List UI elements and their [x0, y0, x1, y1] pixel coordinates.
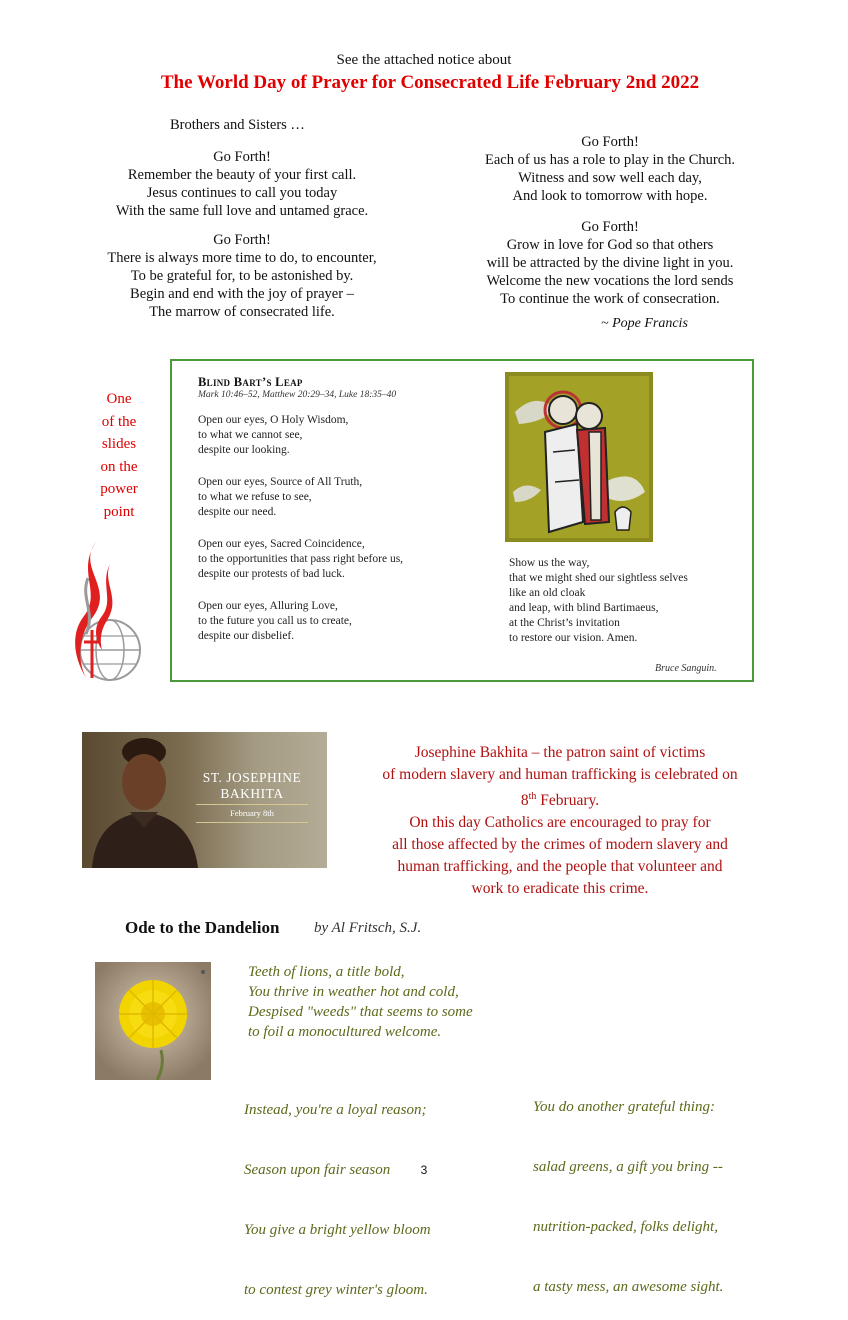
date-month: February. [536, 792, 600, 810]
stanza-line: Welcome the new vocations the lord sends [486, 273, 734, 289]
left-stanza-2 [62, 231, 422, 321]
poem-line: nutrition-packed, folks delight, [533, 1219, 718, 1235]
poem-line: Instead, you're a loyal reason; [244, 1102, 427, 1118]
slide-line: to restore our vision. Amen. [509, 632, 638, 644]
ode-stanza-3 [533, 1057, 723, 1317]
ode-stanza-1 [248, 962, 473, 1042]
slide-line: to what we cannot see, [198, 429, 303, 441]
slide-note [92, 388, 146, 523]
stanza-line: Grow in love for God so that others [506, 237, 714, 253]
dandelion-photo [95, 962, 211, 1080]
right-stanza-2 [430, 218, 790, 308]
slide-line: and leap, with blind Bartimaeus, [509, 602, 659, 614]
stanza-line: Each of us has a role to play in the Church. [484, 152, 736, 168]
slide-box [170, 359, 754, 682]
ode-stanza-2 [244, 1060, 431, 1320]
ode-author: by Al Fritsch, S.J. [314, 920, 422, 936]
slide-closing [509, 556, 749, 646]
slide-stanza [198, 537, 498, 582]
stanza-line: Begin and end with the joy of prayer – [130, 286, 354, 302]
bakhita-line: all those affected by the crimes of modern slavery and [392, 836, 728, 854]
stanza-line: The marrow of consecrated life. [149, 304, 335, 320]
stanza-line: will be attracted by the divine light in you. [486, 255, 734, 271]
page-title: The World Day of Prayer for Consecrated Life February 2nd 2022 [160, 72, 700, 93]
poem-line: salad greens, a gift you bring -- [533, 1159, 723, 1175]
slide-note-line: slides [101, 436, 137, 452]
slide-note-line: power [100, 481, 138, 497]
slide-stanza [198, 599, 498, 644]
stanza-line: With the same full love and untamed grace. [115, 203, 369, 219]
bakhita-line: On this day Catholics are encouraged to pray for [409, 814, 711, 832]
date-suffix: th [528, 791, 537, 802]
divider [196, 822, 308, 823]
date-number: 8 [520, 792, 529, 810]
slide-note-line: of the [101, 413, 137, 430]
bakhita-image-title [194, 770, 310, 802]
bakhita-text [340, 742, 780, 900]
divider [196, 804, 308, 805]
stanza-line: Jesus continues to call you today [146, 185, 338, 201]
stanza-line: To be grateful for, to be astonished by. [130, 268, 354, 284]
poem-line: a tasty mess, an awesome sight. [533, 1279, 724, 1295]
slide-author: Bruce Sanguin. [655, 663, 717, 674]
stanza-line: Witness and sow well each day, [518, 170, 702, 186]
poem-line: to contest grey winter's gloom. [244, 1282, 428, 1298]
slide-note-line: point [103, 503, 135, 520]
stanza-line: There is always more time to do, to encounter, [107, 250, 377, 266]
poem-line: Season upon fair season [244, 1162, 391, 1178]
bakhita-image [82, 732, 327, 868]
poem-line: to foil a monocultured welcome. [248, 1024, 442, 1040]
slide-reference: Mark 10:46–52, Matthew 20:29–34, Luke 18:35–40 [198, 390, 397, 400]
left-stanza-1 [62, 148, 422, 220]
stanza-line: Go Forth! [213, 149, 271, 165]
slide-note-line: One [106, 391, 132, 407]
slide-line: Show us the way, [509, 557, 590, 569]
slide-line: despite our looking. [198, 444, 290, 456]
notice-line: See the attached notice about [336, 52, 512, 68]
bakhita-line: of modern slavery and human trafficking is celebrated on [382, 766, 738, 783]
page-number: 3 [420, 1163, 428, 1177]
bakhita-image-date: February 8th [230, 808, 274, 818]
stanza-line: Remember the beauty of your first call. [127, 167, 357, 183]
bakhita-line [340, 786, 780, 812]
stanza-line: Go Forth! [581, 219, 639, 235]
attribution: ~ Pope Francis [601, 316, 688, 331]
slide-title: Blind Bart’s Leap [198, 375, 303, 389]
stanza-line: Go Forth! [213, 232, 271, 248]
slide-line: Open our eyes, Alluring Love, [198, 600, 338, 612]
slide-stanza [198, 475, 498, 520]
consecrated-life-logo [66, 538, 148, 684]
slide-line: like an old cloak [509, 587, 586, 599]
slide-note-line: on the [100, 458, 138, 475]
slide-line: that we might shed our sightless selves [509, 572, 688, 584]
slide-line: at the Christ’s invitation [509, 617, 620, 629]
stanza-line: And look to tomorrow with hope. [512, 188, 708, 204]
slide-left-column [198, 375, 498, 644]
slide-line: despite our need. [198, 506, 277, 518]
poem-line: Despised "weeds" that seems to some [248, 1004, 473, 1020]
bakhita-line: human trafficking, and the people that volunteer and [397, 858, 723, 876]
slide-line: Open our eyes, Sacred Coincidence, [198, 538, 365, 550]
ode-heading: Ode to the Dandelion [125, 918, 280, 937]
poem-line: You give a bright yellow bloom [244, 1222, 431, 1238]
slide-line: Open our eyes, O Holy Wisdom, [198, 414, 349, 426]
bakhita-line: work to eradicate this crime. [471, 880, 649, 898]
stanza-line: Go Forth! [581, 134, 639, 150]
poem-line: You do another grateful thing: [533, 1099, 715, 1115]
greeting: Brothers and Sisters … [170, 117, 305, 133]
slide-stanza [198, 413, 498, 458]
portrait-illustration [82, 732, 202, 868]
poem-line: You thrive in weather hot and cold, [248, 984, 459, 1000]
slide-line: to the future you call us to create, [198, 615, 352, 627]
slide-line: despite our protests of bad luck. [198, 568, 345, 580]
stanza-line: To continue the work of consecration. [500, 291, 720, 307]
image-title-line: ST. JOSEPHINE [202, 770, 302, 785]
slide-line: to what we refuse to see, [198, 491, 312, 503]
slide-line: despite our disbelief. [198, 630, 295, 642]
slide-line: to the opportunities that pass right before us, [198, 553, 404, 565]
bartimaeus-painting [505, 372, 653, 542]
slide-line: Open our eyes, Source of All Truth, [198, 476, 363, 488]
right-stanza-1 [430, 133, 790, 205]
image-title-line: BAKHITA [220, 786, 284, 801]
poem-line: Teeth of lions, a title bold, [248, 964, 405, 980]
bakhita-line: Josephine Bakhita – the patron saint of victims [414, 744, 706, 761]
